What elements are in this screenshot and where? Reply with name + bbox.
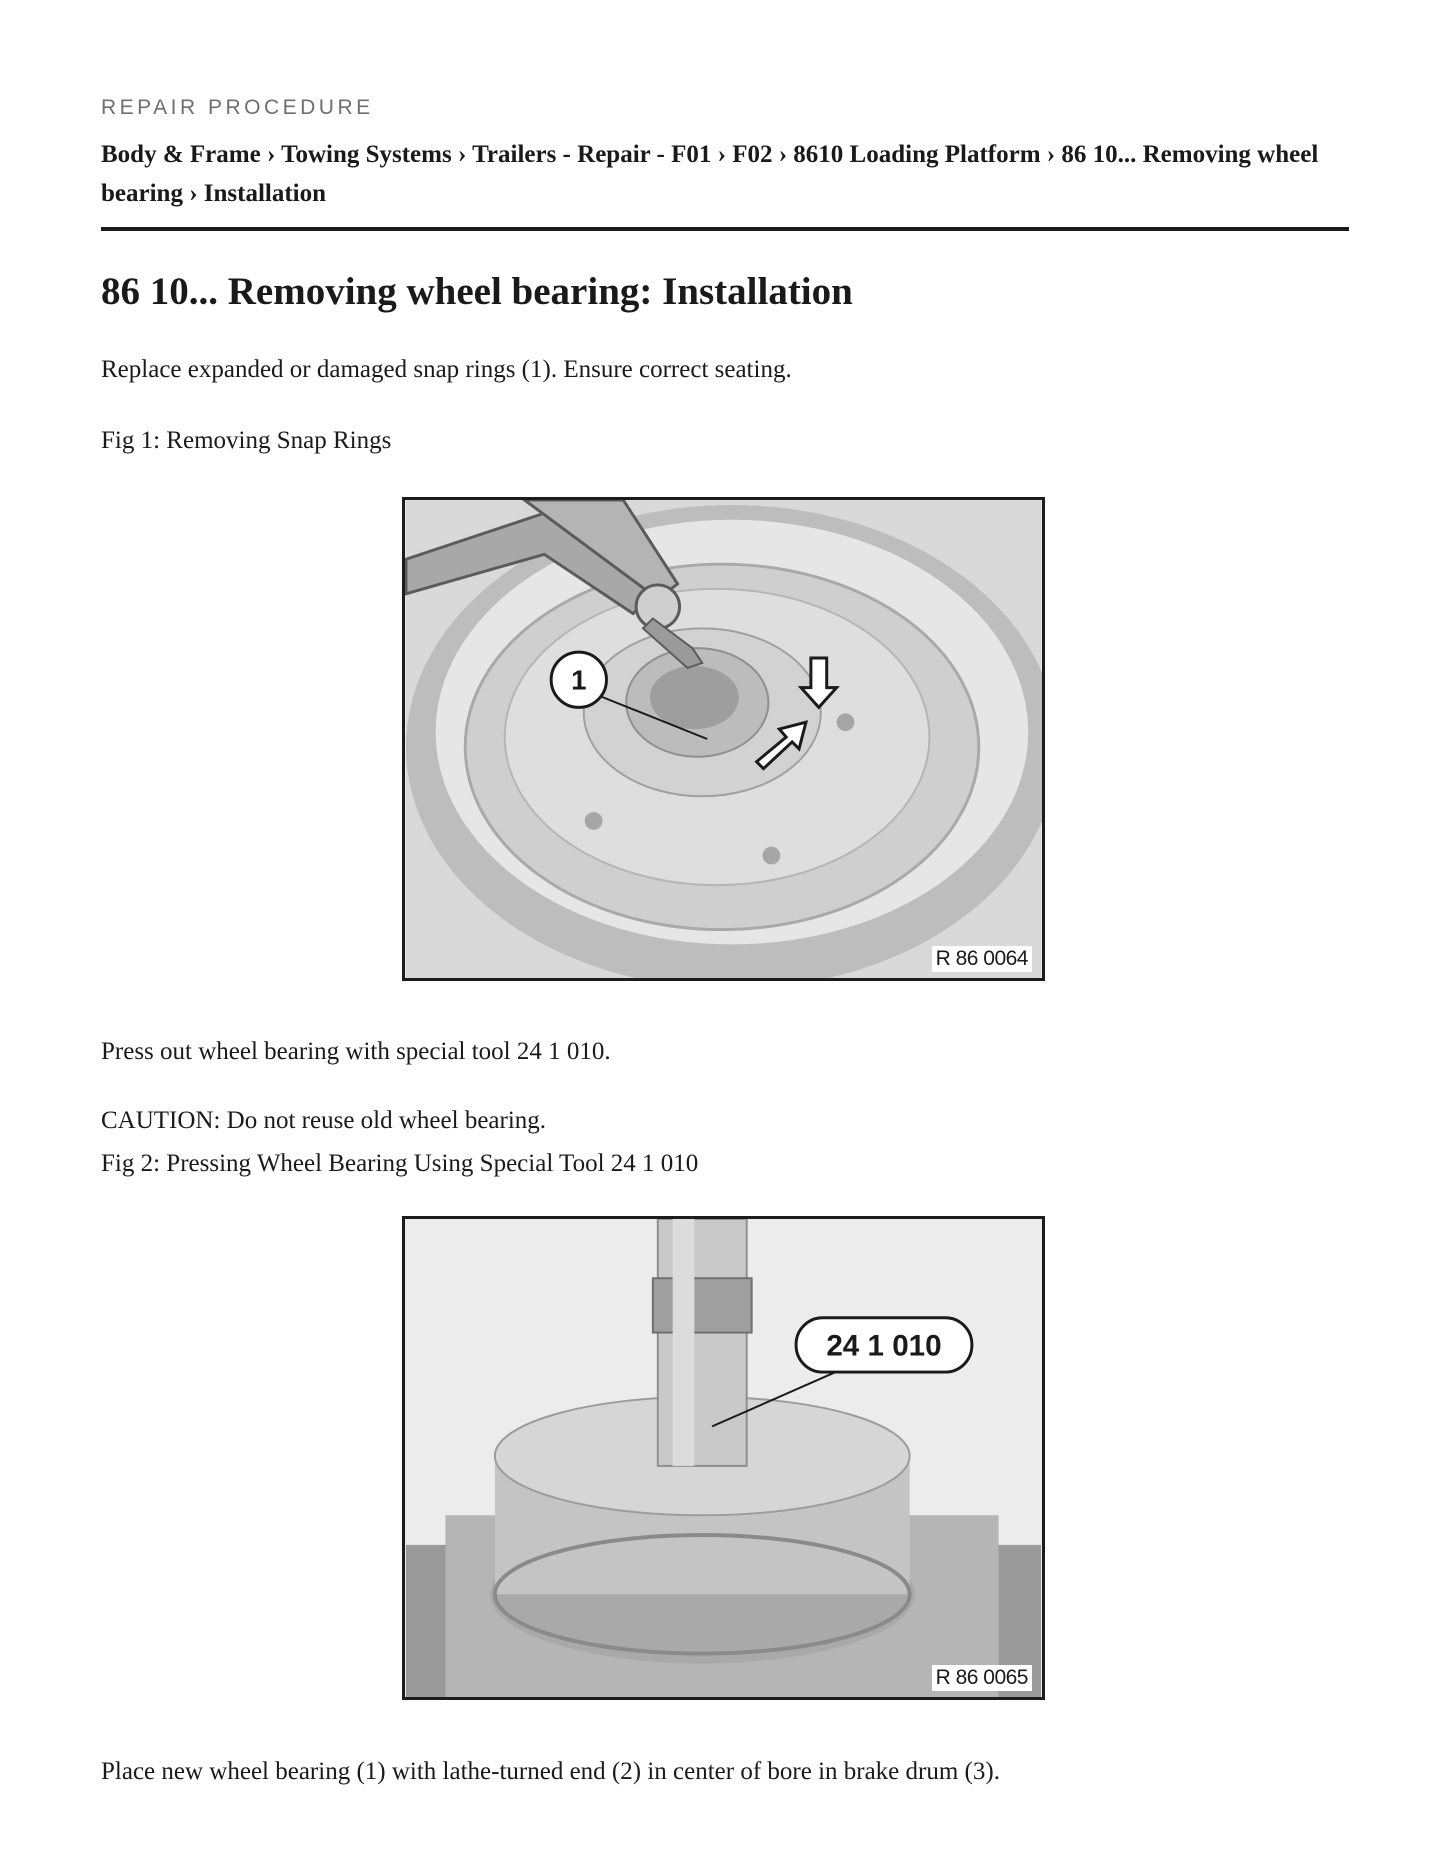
instruction-press-out: Press out wheel bearing with special tool 24 1 010. [101,1038,611,1065]
figure-2-pressing-tool-image [402,1216,1045,1700]
figure-1-caption: Fig 1: Removing Snap Rings [101,427,392,454]
figure-1-reference: R 86 0064 [932,946,1032,972]
caution-note: CAUTION: Do not reuse old wheel bearing. [101,1107,547,1134]
figure-2-caption: Fig 2: Pressing Wheel Bearing Using Special Tool 24 1 010 [101,1150,699,1177]
figure-1-callout: 1 [571,664,587,696]
figure-2-reference: R 86 0065 [932,1665,1032,1691]
figure-2-callout: 24 1 010 [826,1329,942,1363]
figure-1-snap-ring-image [402,497,1045,981]
instruction-snap-rings: Replace expanded or damaged snap rings (1). Ensure correct seating. [101,356,792,383]
instruction-place-bearing: Place new wheel bearing (1) with lathe-turned end (2) in center of bore in brake drum (3). [101,1758,1000,1785]
page-title: 86 10... Removing wheel bearing: Installation [101,270,853,313]
header-divider [101,227,1349,231]
breadcrumb: Body & Frame › Towing Systems › Trailers - Repair - F01 › F02 › 8610 Loading Platform › 86 10... Removing wheel bearing › Installation [101,141,1319,207]
section-kicker: REPAIR PROCEDURE [101,96,374,119]
